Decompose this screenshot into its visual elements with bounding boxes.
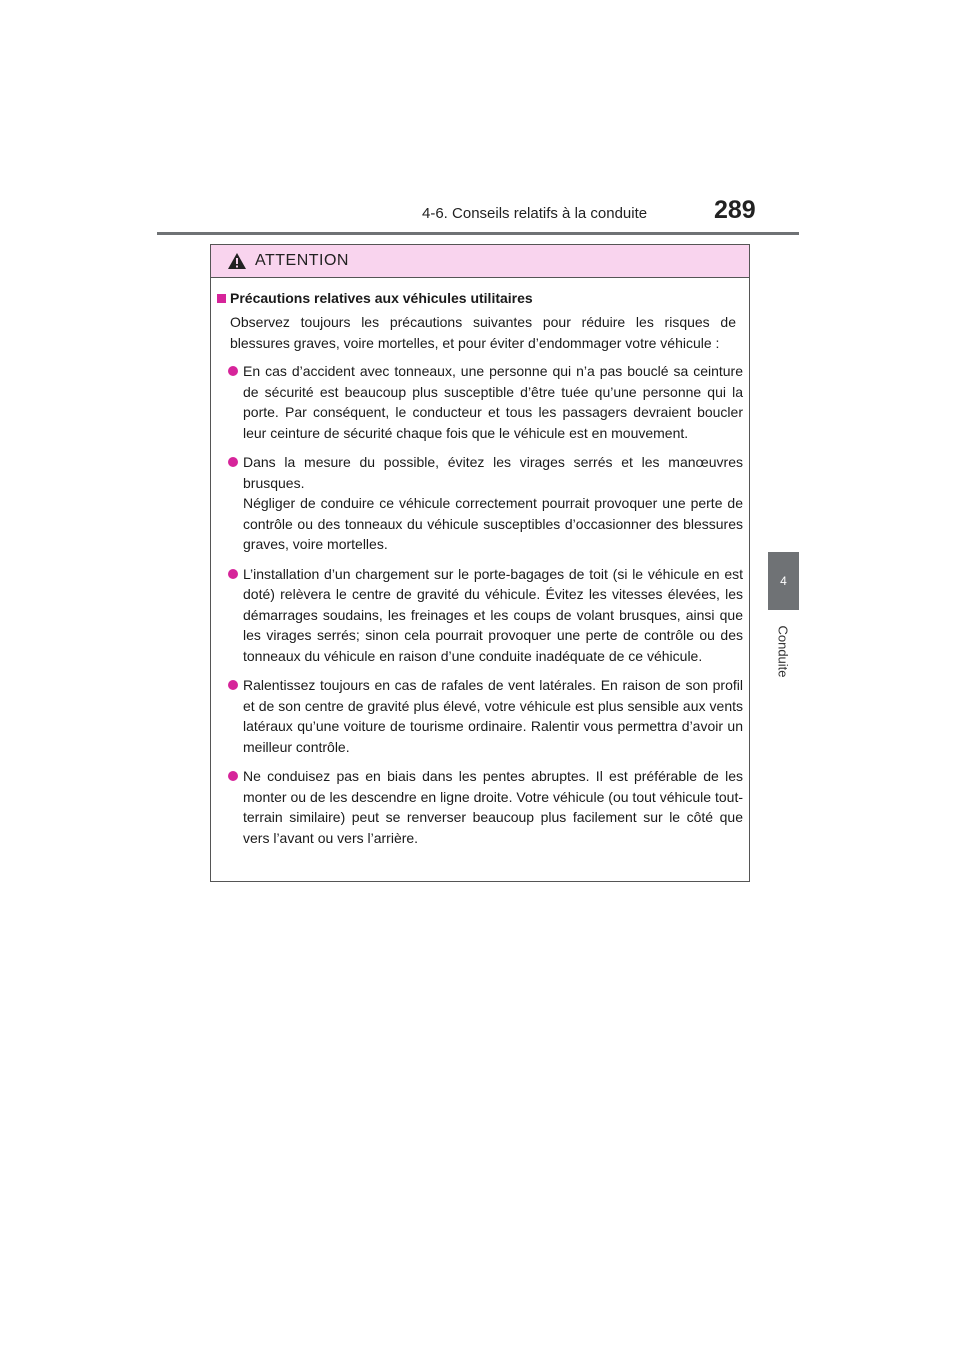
bullet-dot-icon — [228, 457, 238, 467]
list-item-text: Dans la mesure du possible, évitez les virages serrés et les manœuvres brusques. — [243, 454, 743, 491]
chapter-tab — [768, 552, 799, 610]
list-item — [243, 452, 743, 555]
chapter-label: Conduite — [775, 624, 791, 678]
bullet-dot-icon — [228, 771, 238, 781]
section-title: Précautions relatives aux véhicules utilitaires — [230, 290, 533, 306]
chapter-number: 4 — [780, 574, 787, 588]
warning-header — [211, 245, 749, 278]
page-number: 289 — [714, 196, 756, 224]
running-header: 4-6. Conseils relatifs à la conduite — [422, 205, 648, 222]
bullet-dot-icon — [228, 680, 238, 690]
list-item — [243, 361, 743, 443]
list-item-text-continued: Négliger de conduire ce véhicule correctement pourrait provoquer une perte de contrôle ou des tonneaux du véhicule susceptibles d’occasionner des blessures graves, voire mortelles. — [243, 495, 743, 552]
list-item-text: En cas d’accident avec tonneaux, une personne qui n’a pas bouclé sa ceinture de sécurité est beaucoup plus susceptible d’être tuée qu’une personne qui la porte. Par conséquent, le conducteur et tous les passagers devraient boucler leur ceinture de sécurité chaque fois que le véhicule est en mouvement. — [243, 363, 743, 441]
list-item-text: L’installation d’un chargement sur le porte-bagages de toit (si le véhicule en est doté) relèvera le centre de gravité du véhicule. Évitez les vitesses élevées, les démarrages soudains, les freinages et les coups de volant brusques, ainsi que les virages serrés; sinon cela pourrait provoquer une perte de contrôle ou des tonneaux du véhicule en raison d’une conduite inadéquate de ce véhicule. — [243, 565, 743, 664]
list-item — [243, 766, 743, 848]
list-item — [243, 564, 743, 667]
bullet-dot-icon — [228, 569, 238, 579]
section-heading — [217, 290, 743, 306]
header-divider — [157, 232, 799, 235]
list-item-text: Ne conduisez pas en biais dans les pentes abruptes. Il est préférable de les monter ou de les descendre en ligne droite. Votre véhicule (ou tout véhicule tout-terrain similaire) peut se renverser beaucoup plus facilement sur le côté que vers l’avant ou vers l’arrière. — [243, 768, 743, 846]
list-item — [243, 675, 743, 757]
precaution-list — [217, 361, 743, 848]
warning-triangle-icon — [227, 252, 247, 270]
warning-box — [210, 244, 750, 882]
intro-paragraph: Observez toujours les précautions suivantes pour réduire les risques de blessures graves, voire mortelles, et pour éviter d’endommager votre véhicule : — [230, 314, 736, 351]
square-bullet-icon — [217, 294, 226, 303]
list-item-text: Ralentissez toujours en cas de rafales de vent latérales. En raison de son profil et de son centre de gravité plus élevé, votre véhicule est plus sensible aux vents latéraux qu’une voiture de tourisme ordinaire. Ralentir vous permettra d’avoir un meilleur contrôle. — [243, 677, 743, 755]
chapter-label-container — [770, 616, 796, 686]
warning-body — [211, 278, 749, 848]
warning-title: ATTENTION — [255, 252, 349, 269]
bullet-dot-icon — [228, 366, 238, 376]
